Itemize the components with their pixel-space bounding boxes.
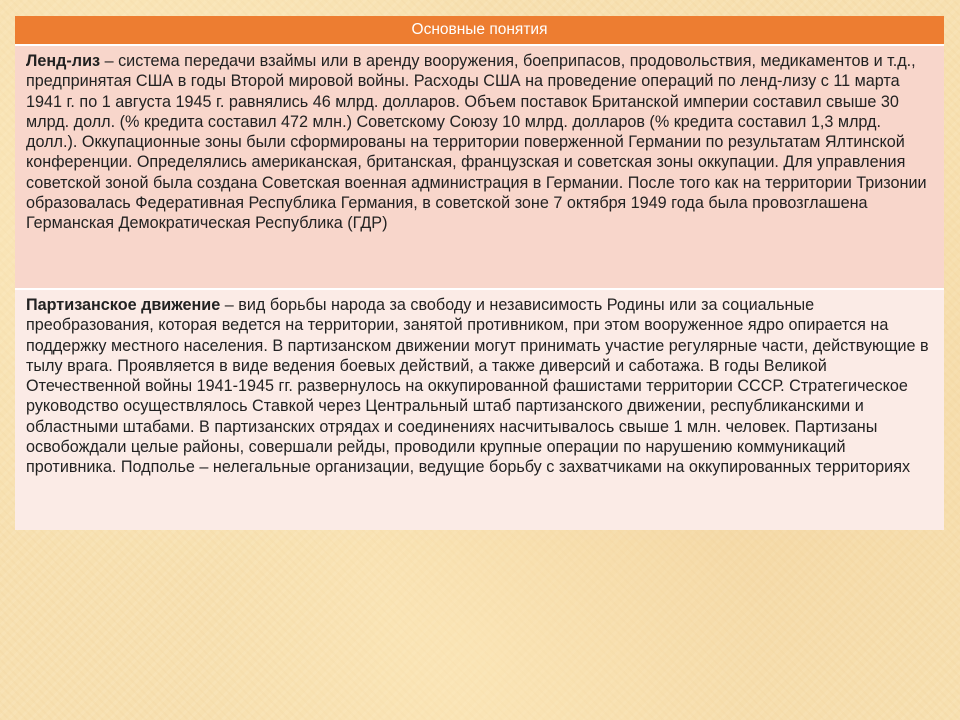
concepts-table <box>15 16 944 530</box>
table-header: Основные понятия <box>15 16 944 46</box>
definition-lend-lease: – система передачи взаймы или в аренду вооружения, боеприпасов, продовольствия, медикаментов и т.д., предпринятая США в годы Второй мировой войны. Расходы США на проведение операций по ленд-лизу с 11 марта 1941 г. по 1 августа 1945 г. равнялись 46 млрд. долларов. Объем поставок Британской империи составил свыше 30 млрд. долл. (% кредита составил 472 млн.) Советскому Союзу 10 млрд. долларов (% кредита составил 1,3 млрд. долл.). Оккупационные зоны были сформированы на территории поверженной Германии по результатам Ялтинской конференции. Определялись американская, британская, французская и советская зоны оккупации. Для управления советской зоной была создана Советская военная администрация в Германии. После того как на территории Тризонии образовалась Федеративная Республика Германия, в советской зоне 7 октября 1949 года была провозглашена Германская Демократическая Республика (ГДР) <box>26 52 927 233</box>
term-lend-lease: Ленд-лиз <box>26 52 101 70</box>
term-partisan-movement: Партизанское движение <box>26 296 221 314</box>
table-row-lend-lease <box>15 46 944 290</box>
definition-partisan-movement: – вид борьбы народа за свободу и независимость Родины или за социальные преобразования, которая ведется на территории, занятой противником, при этом вооруженное ядро опирается на поддержку местного населения. В партизанском движении могут принимать участие регулярные части, действующие в тылу врага. Проявляется в виде ведения боевых действий, а также диверсий и саботажа. В годы Великой Отечественной войны 1941-1945 гг. развернулось на оккупированной фашистами территории СССР. Стратегическое руководство осуществлялось Ставкой через Центральный штаб партизанского движении, республиканскими и областными штабами. В партизанских отрядах и соединениях насчитывалось свыше 1 млн. человек. Партизаны освобождали целые районы, совершали рейды, проводили крупные операции по нарушению коммуникаций противника. Подполье – нелегальные организации, ведущие борьбу с захватчиками на оккупированных территориях <box>26 296 929 477</box>
table-row-partisan-movement <box>15 290 944 530</box>
